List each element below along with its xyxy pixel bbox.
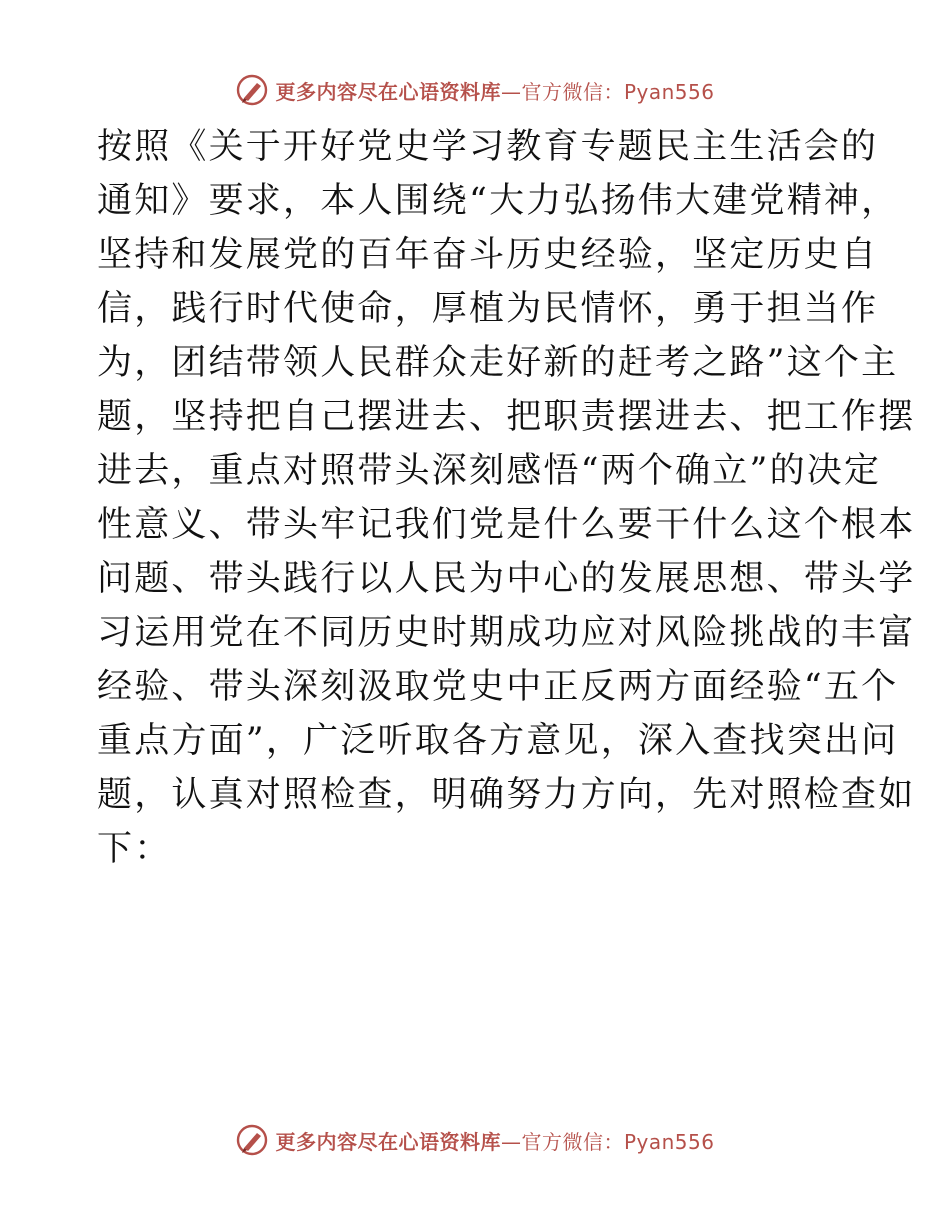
banner-text: [275, 76, 714, 105]
banner-separator: —: [500, 79, 522, 104]
header-banner: [0, 70, 950, 110]
body-line: 性意义、带头牢记我们党是什么要干什么这个根本: [97, 505, 916, 545]
body-line: 通知》要求，本人围绕“大力弘扬伟大建党精神，: [97, 181, 899, 221]
banner-contact: 官方微信：Pyan556: [521, 1129, 715, 1154]
document-body: [97, 120, 916, 876]
body-line: 题，认真对照检查，明确努力方向，先对照检查如: [97, 775, 916, 815]
body-line: 按照《关于开好党史学习教育专题民主生活会的: [97, 127, 879, 167]
body-line: 习运用党在不同历史时期成功应对风险挑战的丰富: [97, 613, 916, 653]
body-line: 重点方面”，广泛听取各方意见，深入查找突出问: [97, 721, 899, 761]
body-line: 信，践行时代使命，厚植为民情怀，勇于担当作: [97, 289, 879, 329]
body-line: 坚持和发展党的百年奋斗历史经验，坚定历史自: [97, 235, 879, 275]
pen-logo-icon: [235, 73, 269, 107]
body-line: 问题、带头践行以人民为中心的发展思想、带头学: [97, 559, 916, 599]
body-line: 进去，重点对照带头深刻感悟“两个确立”的决定: [97, 451, 882, 491]
banner-site-name: 更多内容尽在心语资料库: [275, 1129, 501, 1154]
body-line: 经验、带头深刻汲取党史中正反两方面经验“五个: [97, 667, 899, 707]
pen-logo-icon: [235, 1123, 269, 1157]
body-line: 为，团结带领人民群众走好新的赶考之路”这个主: [97, 343, 899, 383]
banner-contact: 官方微信：Pyan556: [521, 79, 715, 104]
banner-separator: —: [500, 1129, 522, 1154]
body-line: 题，坚持把自己摆进去、把职责摆进去、把工作摆: [97, 397, 916, 437]
banner-text: [275, 1126, 714, 1155]
footer-banner: [0, 1120, 950, 1160]
body-line: 下：: [97, 829, 172, 869]
banner-site-name: 更多内容尽在心语资料库: [275, 79, 501, 104]
